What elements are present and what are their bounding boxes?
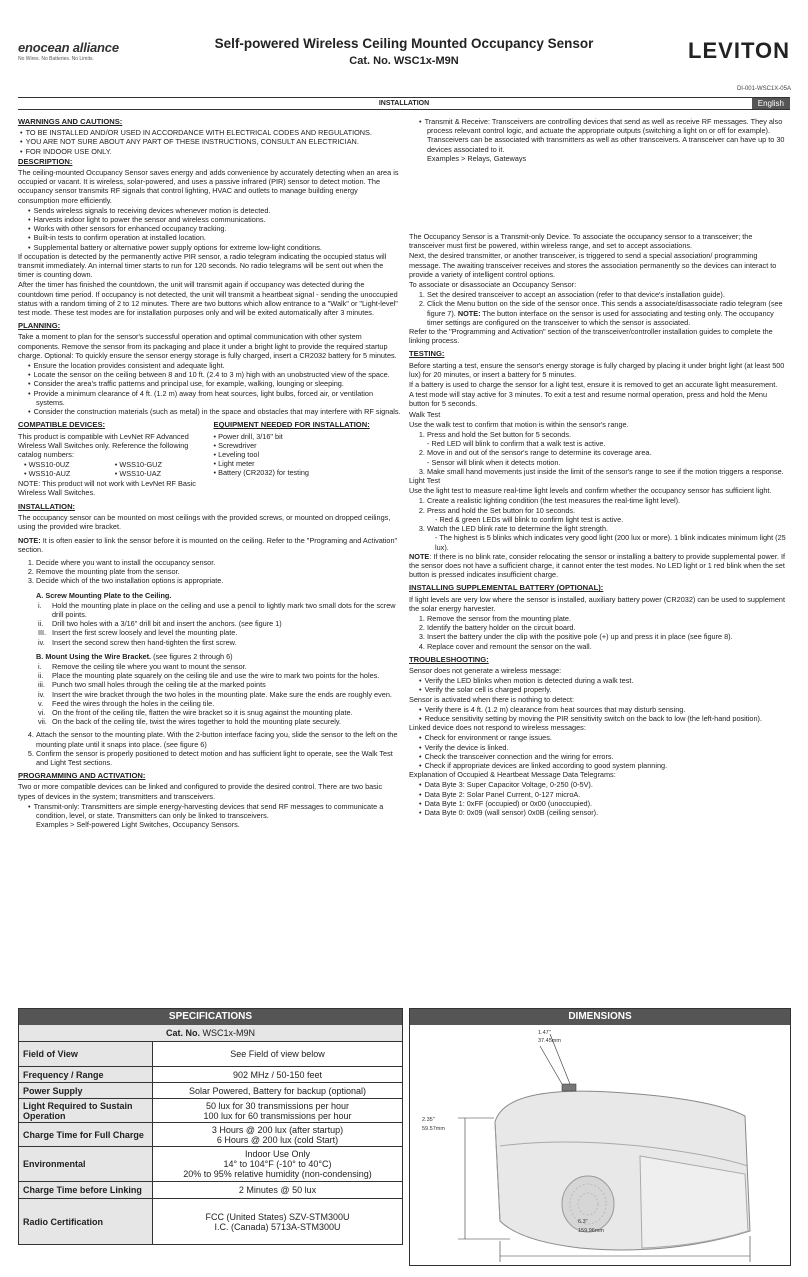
description-item: • Supplemental battery or alternative power supply options for extreme low-light conditions.	[36, 243, 401, 252]
trouble-list	[409, 705, 789, 723]
testing-note: NOTE: If there is no blink rate, consider relocating the sensor or installing a battery to provide supplemental power. If the sensor does not have a sufficient charge, it cannot enter the test modes. No LED light or 1 red blink when the set button is pressed indicates insufficient charge.	[409, 551, 785, 580]
equipment-item: • Battery (CR2032) for testing	[213, 468, 309, 478]
battery-steps	[409, 614, 789, 651]
installation-step: 3. Decide which of the two installation options is appropriate.	[36, 576, 401, 585]
spec-row: Field of View See Field of view below	[19, 1042, 402, 1067]
language-tab[interactable]: English	[752, 98, 790, 109]
equipment-needed	[214, 416, 402, 498]
battery-step: 4. Replace cover and remount the sensor on the wall.	[427, 642, 789, 651]
light-test-step: 1. Create a realistic lighting condition (the test measures the real-time light level).	[427, 496, 789, 505]
description-item: • Works with other sensors for enhanced occupancy tracking.	[36, 224, 401, 233]
trouble-case: Sensor does not generate a wireless message:	[409, 665, 562, 675]
warning-item: • YOU ARE NOT SURE ABOUT ANY PART OF THESE INSTRUCTIONS, CONSULT AN ELECTRICIAN.	[28, 137, 401, 146]
right-column-top	[409, 117, 789, 164]
warning-item: • FOR INDOOR USE ONLY.	[28, 147, 401, 156]
dimensions-panel	[409, 1008, 791, 1266]
association-steps	[409, 290, 789, 327]
catalog-list	[18, 460, 206, 478]
walk-test-step: 3. Make small hand movements just inside the limit of the sensor's range to see if the motion triggers a response.	[427, 467, 789, 476]
trouble-case: Explanation of Occupied & Heartbeat Message Data Telegrams:	[409, 770, 616, 780]
testing-intro: Before starting a test, ensure the sensor's energy storage is fully charged by placing it under bright light (at least 500 lux) for 20 minutes, or insert a battery for 5 minutes.	[409, 360, 785, 379]
width-dimension-in: 6.3"	[578, 1219, 588, 1225]
description-item: • Built-in tests to confirm operation at installed location.	[36, 233, 401, 242]
installation-heading: INSTALLATION:	[18, 501, 76, 511]
width-dimension-mm: 159.96mm	[578, 1228, 604, 1234]
programming-intro: Two or more compatible devices can be linked and configured to provide the desired control. There are two basic types of devices in the system; transmitters and transceivers.	[18, 782, 383, 801]
spec-row: Environmental Indoor Use Only 14° to 104°F (-10° to 40°C) 20% to 95% relative humidity (non-condensing)	[19, 1147, 402, 1182]
trouble-item: • Check the transceiver connection and the wiring for errors.	[427, 752, 789, 761]
warnings-list	[18, 128, 401, 156]
catalog-item: • WSS10-AUZ	[24, 469, 71, 479]
catalog-number: Cat. No. WSC1x-M9N	[349, 55, 459, 67]
light-test-intro: Use the light test to measure real-time light levels and confirm whether the occupancy sensor has sufficient light.	[409, 486, 772, 496]
compatible-equipment-row	[18, 416, 401, 498]
walk-test-intro: Use the walk test to confirm that motion is within the sensor's range.	[409, 419, 629, 429]
document-title: Self-powered Wireless Ceiling Mounted Occupancy Sensor	[214, 36, 594, 51]
compatible-text: This product is compatible with LevNet RF Advanced Wireless Wall Switches only. Reference the following catalog numbers:	[18, 431, 189, 459]
equipment-item: • Leveling tool	[213, 449, 260, 459]
leviton-logo: LEVITON	[688, 38, 790, 63]
planning-list	[18, 361, 401, 416]
specifications-catalog: Cat. No. WSC1x-M9N	[19, 1025, 402, 1042]
option-b-step: v. Feed the wires through the holes in the ceiling tile.	[38, 698, 215, 708]
installation-steps-continued	[18, 730, 401, 767]
testing-para: A test mode will stay active for 3 minutes. To exit a test and resume normal operation, press and hold the Menu button for 5 seconds.	[409, 390, 768, 409]
trouble-case: Linked device does not respond to wireless messages:	[409, 723, 586, 733]
description-item: • Sends wireless signals to receiving devices whenever motion is detected.	[36, 206, 401, 215]
association-step: 1. Set the desired transceiver to accept an association (refer to that device's installation guide).	[427, 290, 789, 299]
planning-heading: PLANNING:	[18, 321, 61, 331]
installation-step: 5. Confirm the sensor is properly positioned to detect motion and has sufficient light to operate, see the Walk Test and Light Test sections.	[36, 749, 401, 767]
troubleshooting-heading: TROUBLESHOOTING:	[409, 654, 489, 664]
option-b-heading: B. Mount Using the Wire Bracket. (see figures 2 through 6)	[36, 651, 233, 661]
transceiver-item: • Transmit & Receive: Transceivers are controlling devices that send as well as receive RF messages. They also process relevant control logic, and actuate the appropriate outputs (switching a light on or off for example). Transceivers can be associated with transmitters as well as other transceivers. A transceiver can have up to 30 devices associated to it.	[427, 117, 789, 154]
spec-row: Charge Time before Linking 2 Minutes @ 50 lux	[19, 1182, 402, 1199]
programming-para: To associate or disassociate an Occupancy Sensor:	[409, 280, 577, 290]
compatible-heading: COMPATIBLE DEVICES:	[18, 420, 106, 430]
light-test-steps	[409, 496, 789, 551]
programming-types	[18, 802, 401, 820]
light-test-step: 3. Watch the LED blink rate to determine the light strength. - The highest is 5 blinks which indicates very good light (200 lux or more). 1 blink indicates minimum light (25 lux).	[427, 524, 789, 552]
installation-step: 1. Decide where you want to install the occupancy sensor.	[36, 558, 401, 567]
battery-heading: INSTALLING SUPPLEMENTAL BATTERY (OPTIONAL):	[409, 583, 604, 593]
top-dimension-mm: 37.45mm	[538, 1038, 561, 1044]
light-test-heading: Light Test	[409, 476, 441, 486]
transceiver-type	[409, 117, 789, 154]
battery-intro: If light levels are very low where the sensor is installed, auxiliary battery power (CR2032) can be used to supplement the solar energy harvester.	[409, 594, 785, 613]
battery-step: 2. Identify the battery holder on the circuit board.	[427, 623, 789, 632]
planning-item: • Consider the construction materials (such as metal) in the space and obstacles that may interfere with RF signals.	[36, 407, 401, 416]
battery-step: 1. Remove the sensor from the mounting plate.	[427, 614, 789, 623]
option-a-heading: A. Screw Mounting Plate to the Ceiling.	[36, 590, 172, 600]
telegram-item: • Data Byte 3: Super Capacitor Voltage, 0-250 (0-5V).	[427, 780, 789, 789]
option-b-step: vii. On the back of the ceiling tile, twist the wires together to hold the mounting plate securely.	[38, 717, 342, 727]
trouble-list	[409, 676, 789, 694]
option-a-step: III. Insert the first screw loosely and level the mounting plate.	[38, 628, 238, 638]
telegram-item: • Data Byte 0: 0x09 (wall sensor) 0x0B (ceiling sensor).	[427, 808, 789, 817]
equipment-item: • Screwdriver	[213, 440, 257, 450]
top-dimension-in: 1.47"	[538, 1030, 551, 1036]
light-test-step: 2. Press and hold the Set button for 10 seconds. - Red & green LEDs will blink to confirm light test is active.	[427, 506, 789, 524]
option-b-step: vi. On the front of the ceiling tile, flatten the wire bracket so it is snug against the mounting plate.	[38, 707, 353, 717]
spec-row: Frequency / Range 902 MHz / 50-150 feet	[19, 1067, 402, 1083]
catalog-item: • WSS10-0UZ	[24, 460, 70, 470]
battery-step: 3. Insert the battery under the clip with the positive pole (+) up and press it in place (see figure 8).	[427, 632, 789, 641]
equipment-heading: EQUIPMENT NEEDED FOR INSTALLATION:	[213, 420, 370, 430]
trouble-item: • Verify there is 4 ft. (1.2 m) clearance from heat sources that may disturb sensing.	[427, 705, 789, 714]
trouble-item: • Check for environment or range issues.	[427, 733, 789, 742]
warning-item: • TO BE INSTALLED AND/OR USED IN ACCORDANCE WITH ELECTRICAL CODES AND REGULATIONS.	[28, 128, 401, 137]
enocean-brand: enocean alliance	[18, 40, 119, 55]
description-para: After the timer has finished the countdown, the unit will transmit again if occupancy was detected during the countdown time period. If occupancy is not detected, the unit will transmit a heartbeat signal - sending the unoccupied status with a random timing of 2 to 12 minutes. There are two buttons which allow entrance to a "Walk" or "Light-level" test mode. These test modes are for installation purposes only and will be exited automatically after 3 minutes.	[18, 280, 398, 318]
telegram-item: • Data Byte 2: Solar Panel Current, 0-127 microA.	[427, 790, 789, 799]
description-intro: The ceiling-mounted Occupancy Sensor saves energy and adds convenience by accurately detecting when an area is occupied or vacant. It is wireless, solar-powered, and uses a passive infrared (PIR) sensor to detect motion. The occupancy sensor transmits RF signals that control lighting, HVAC and outlets to manage building energy consumption more efficiently.	[18, 168, 399, 205]
trouble-item: • Verify the solar cell is charged properly.	[427, 685, 789, 694]
spec-row: Power Supply Solar Powered, Battery for backup (optional)	[19, 1083, 402, 1099]
option-b-step: i. Remove the ceiling tile where you want to mount the sensor.	[38, 661, 247, 671]
description-item: • Harvests indoor light to power the sensor and wireless communications.	[36, 215, 401, 224]
option-b-step: iii. Punch two small holes through the ceiling tile at the marked points	[38, 680, 266, 690]
programming-refer: Refer to the "Programming and Activation" section of the transceiver/controller installation guides to complete the linking process.	[409, 327, 773, 346]
option-a-step: ii. Drill two holes with a 3/16" drill bit and insert the anchors. (see figure 1)	[38, 619, 282, 629]
installation-intro: The occupancy sensor can be mounted on most ceilings with the provided screws, or mounted on dropped ceilings, using the provided wire bracket.	[18, 513, 391, 532]
height-dimension-in: 2.35"	[422, 1117, 435, 1123]
testing-heading: TESTING:	[409, 349, 445, 359]
trouble-item: • Reduce sensitivity setting by moving the PIR sensitivity switch on the back to low (the left-hand position).	[427, 714, 789, 723]
right-column	[409, 172, 789, 817]
catalog-item: • WSS10-GUZ	[114, 460, 162, 470]
description-para: If occupation is detected by the permanently active PIR sensor, a radio telegram indicating the occupied status will transmit immediately. An internal timer starts to run for 120 seconds. No radio telegrams will be sent out when the timer is counting down.	[18, 251, 387, 280]
description-list	[18, 206, 401, 252]
document-id: DI-001-WSC1X-05A	[736, 86, 791, 92]
trouble-item: • Verify the LED blinks when motion is detected during a walk test.	[427, 676, 789, 685]
walk-test-step: 1. Press and hold the Set button for 5 seconds. - Red LED will blink to confirm that a walk test is active.	[427, 430, 789, 448]
planning-item: • Ensure the location provides consistent and adequate light.	[36, 361, 401, 370]
telegram-item: • Data Byte 1: 0xFF (occupied) or 0x00 (unoccupied).	[427, 799, 789, 808]
transmit-only-item: • Transmit-only: Transmitters are simple energy-harvesting devices that send RF messages to communicate a condition, level, or state. Transmitters can only be linked to transceivers.	[36, 802, 401, 820]
planning-item: • Provide a minimum clearance of 4 ft. (1.2 m) away from heat sources, light bulbs, forced air, or ventilation systems.	[36, 389, 401, 407]
walk-test-steps	[409, 430, 789, 476]
compatible-note: NOTE: This product will not work with LevNet RF Basic Wireless Wall Switches.	[18, 478, 196, 497]
equipment-item: • Power drill, 3/16" bit	[213, 431, 283, 441]
installation-step: 4. Attach the sensor to the mounting plate. With the 2-button interface facing you, slide the sensor to the left on the mounting plate until it snaps into place. (see figure 6)	[36, 730, 401, 748]
spec-row: Charge Time for Full Charge 3 Hours @ 200 lux (after startup) 6 Hours @ 200 lux (cold Start)	[19, 1123, 402, 1147]
spec-row: Radio Certification FCC (United States) SZV-STM300U I.C. (Canada) 5713A-STM300U	[19, 1199, 402, 1244]
warnings-heading: WARNINGS AND CAUTIONS:	[18, 117, 123, 126]
trouble-item: • Check if appropriate devices are linked according to good system planning.	[427, 761, 789, 770]
installation-steps	[18, 558, 401, 586]
planning-item: • Consider the area's traffic patterns and principal use, for example, walking, lounging or sleeping.	[36, 379, 401, 388]
installation-step: 2. Remove the mounting plate from the sensor.	[36, 567, 401, 576]
walk-test-heading: Walk Test	[409, 409, 441, 419]
programming-para: Next, the desired transmitter, or another transceiver, is triggered to send a special association/ programming message. The awaiting transceiver receives and stores the association permanently so the devices can interact to provide a variety of intelligent control options.	[409, 251, 777, 279]
transceiver-examples: Examples > Relays, Gateways	[427, 153, 527, 163]
option-a-step: i. Hold the mounting plate in place on the ceiling and use a pencil to lightly mark two small dots for the screw drill points.	[38, 600, 396, 619]
trouble-case: Sensor is activated when there is nothing to detect:	[409, 694, 575, 704]
left-column	[18, 117, 401, 830]
programming-para: The Occupancy Sensor is a Transmit-only Device. To associate the occupancy sensor to a transceiver; the transceiver must first be powered, within wireless range, and set to accept associations.	[409, 232, 753, 251]
section-bar	[18, 97, 790, 110]
description-heading: DESCRIPTION:	[18, 156, 73, 166]
specifications-header: SPECIFICATIONS	[19, 1009, 402, 1025]
spec-row: Light Required to Sustain Operation 50 lux for 30 transmissions per hour 100 lux for 60 transmissions per hour	[19, 1099, 402, 1123]
trouble-item: • Verify the device is linked.	[427, 743, 789, 752]
installation-note: NOTE: It is often easier to link the sensor before it is mounted on the ceiling. Refer to the "Programing and Activation" section.	[18, 535, 398, 554]
option-b-step: iv. Insert the wire bracket through the two holes in the mounting plate. Make sure the ends are roughly even.	[38, 689, 392, 699]
compatible-devices	[18, 416, 206, 498]
section-label: INSTALLATION	[378, 100, 430, 107]
enocean-tagline: No Wires. No Batteries. No Limits.	[18, 56, 94, 62]
telegram-list	[409, 780, 789, 817]
catalog-item: • WSS10-UAZ	[114, 469, 162, 479]
testing-para: If a battery is used to charge the sensor for a light test, ensure it is removed to get an accurate light measurement.	[409, 380, 778, 390]
height-dimension-mm: 59.57mm	[422, 1126, 445, 1132]
dimensions-header: DIMENSIONS	[410, 1009, 790, 1025]
option-b-step: ii. Place the mounting plate squarely on the ceiling tile and use the wire to mark two points for the holes.	[38, 671, 380, 681]
association-step: 2. Click the Menu button on the side of the sensor once. This sends a associate/disassociate radio telegram (see figure 7). NOTE: The button interface on the sensor is used for associating and testing only. The occupancy timer settings are configured on the transceiver to which the sensor is associated.	[427, 299, 789, 327]
specifications-table	[18, 1008, 403, 1245]
walk-test-step: 2. Move in and out of the sensor's range to determine its coverage area. - Sensor will blink when it detects motion.	[427, 448, 789, 466]
trouble-list	[409, 733, 789, 770]
planning-intro: Take a moment to plan for the sensor's successful operation and optimal communication with other system components. Remove the sensor from its packaging and place it under a bright light to provide the required startup charge. Optional: To quickly ensure the sensor energy storage is fully charged, insert a CR2032 battery for 5 minutes.	[18, 332, 397, 360]
planning-item: • Locate the sensor on the ceiling between 8 and 10 ft. (2.4 to 3 m) high with an unobstructed view of the space.	[36, 370, 401, 379]
programming-heading: PROGRAMMING AND ACTIVATION:	[18, 771, 146, 781]
transmit-only-examples: Examples > Self-powered Light Switches, Occupancy Sensors.	[36, 820, 240, 830]
option-a-step: iv. Insert the second screw then hand-tighten the first screw.	[38, 637, 237, 647]
equipment-item: • Light meter	[213, 459, 255, 469]
